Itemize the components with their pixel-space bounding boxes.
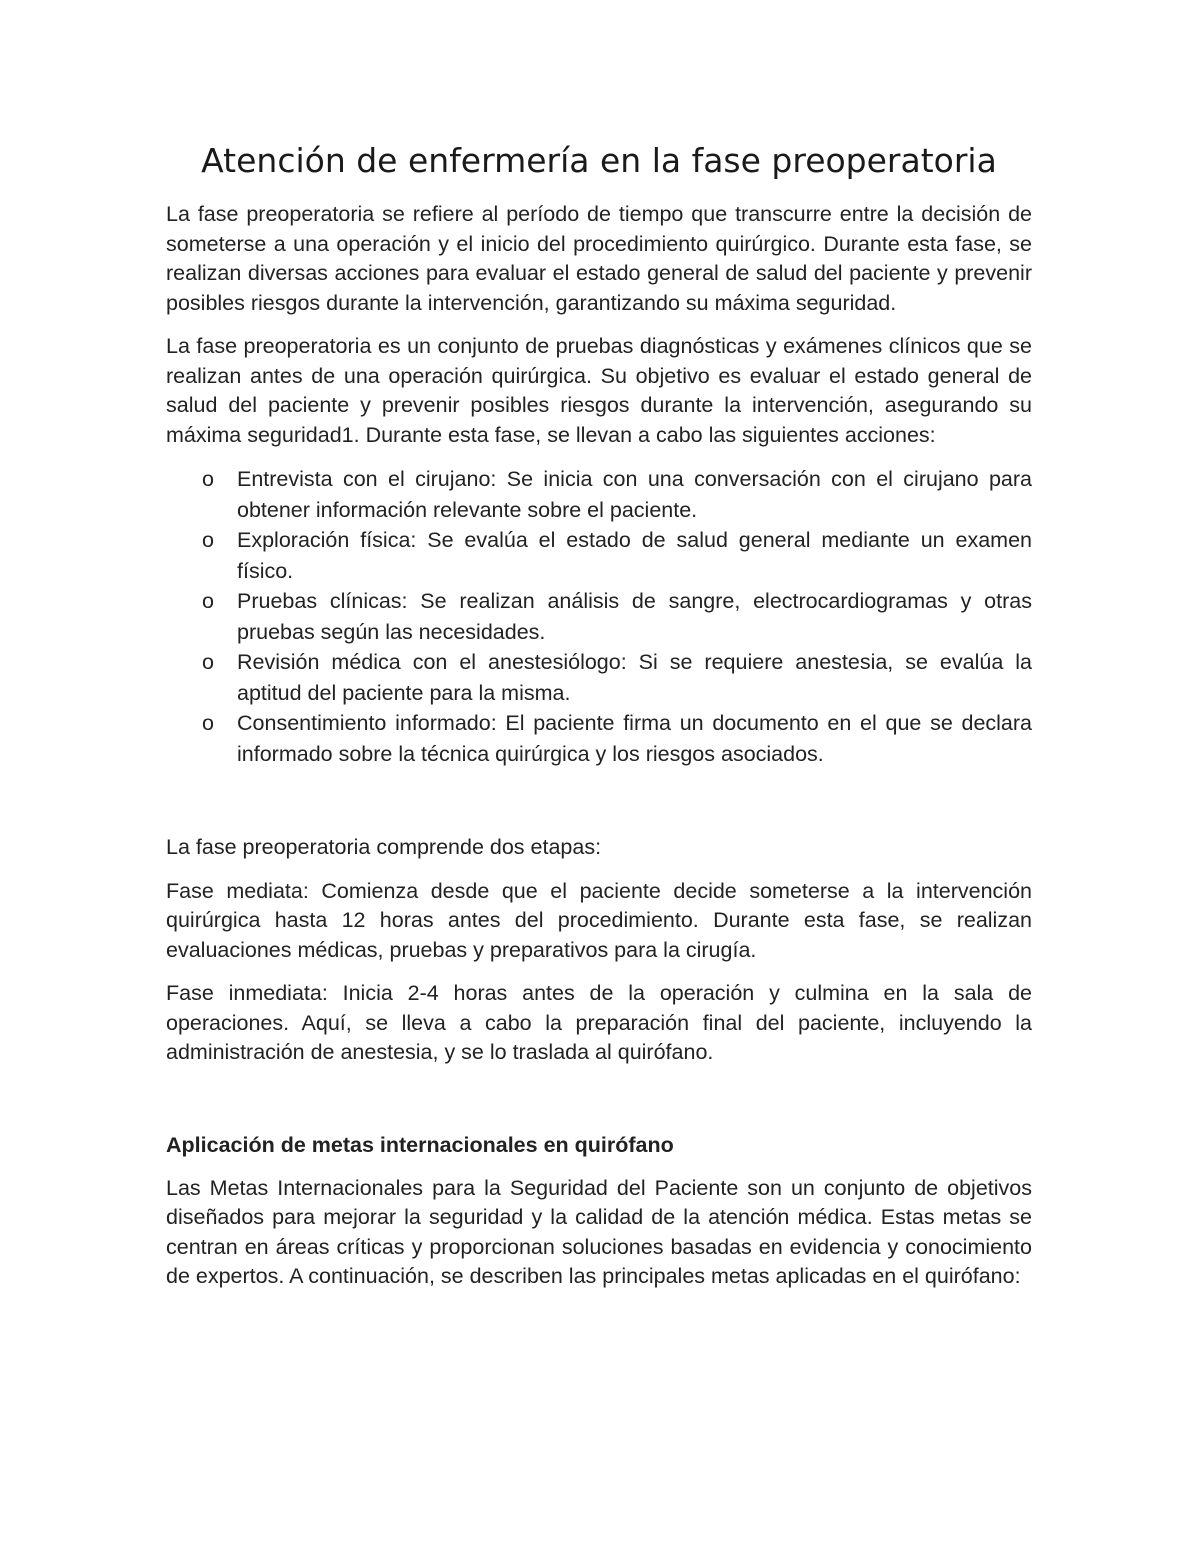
list-item-text: Exploración física: Se evalúa el estado de salud general mediante un examen físico. [237,528,1032,583]
list-item-text: Revisión médica con el anestesiólogo: Si se requiere anestesia, se evalúa la aptitud del paciente para la misma. [237,650,1032,705]
intro-paragraph-1: La fase preoperatoria se refiere al período de tiempo que transcurre entre la decisión de someterse a una operación y el inicio del procedimiento quirúrgico. Durante esta fase, se realizan diversas acciones para evaluar el estado general de salud del paciente y prevenir posibles riesgos durante la intervención, garantizando su máxima seguridad. [166,202,1032,315]
stages-intro: La fase preoperatoria comprende dos etapas: [166,835,602,859]
intro-paragraph-2: La fase preoperatoria es un conjunto de pruebas diagnósticas y exámenes clínicos que se realizan antes de una operación quirúrgica. Su objetivo es evaluar el estado general de salud del paciente y prevenir posibles riesgos durante la intervención, asegurando su máxima seguridad1. Durante esta fase, se llevan a cabo las siguientes acciones: [166,334,1032,447]
list-item [166,586,1032,647]
section-paragraph: Las Metas Internacionales para la Seguridad del Paciente son un conjunto de objetivos diseñados para mejorar la seguridad y la calidad de la atención médica. Estas metas se centran en áreas críticas y proporcionan soluciones basadas en evidencia y conocimiento de expertos. A continuación, se describen las principales metas aplicadas en el quirófano: [166,1175,1032,1288]
bullet-circle-icon: o [202,711,214,735]
list-item-text: Entrevista con el cirujano: Se inicia con una conversación con el cirujano para obtener información relevante sobre el paciente. [237,467,1032,522]
stage-inmediata-paragraph: Fase inmediata: Inicia 2-4 horas antes de la operación y culmina en la sala de operaciones. Aquí, se lleva a cabo la preparación final del paciente, incluyendo la administración de anestesia, y se lo traslada al quirófano. [166,981,1032,1064]
document-title: Atención de enfermería en la fase preoperatoria [201,141,997,180]
spacer [166,769,1032,833]
bullet-circle-icon: o [202,528,214,552]
list-item [166,464,1032,525]
list-item [166,525,1032,586]
bullet-circle-icon: o [202,650,214,674]
bullet-circle-icon: o [202,467,214,491]
document-page [166,140,1032,1306]
list-item [166,647,1032,708]
bullet-circle-icon: o [202,589,214,613]
spacer [166,1082,1032,1130]
section-heading: Aplicación de metas internacionales en quirófano [166,1132,674,1157]
preoperative-actions-list [166,464,1032,769]
list-item-text: Consentimiento informado: El paciente firma un documento en el que se declara informado sobre la técnica quirúrgica y los riesgos asociados. [237,711,1032,766]
list-item-text: Pruebas clínicas: Se realizan análisis de sangre, electrocardiogramas y otras pruebas según las necesidades. [237,589,1032,644]
stage-mediata-paragraph: Fase mediata: Comienza desde que el paciente decide someterse a la intervención quirúrgica hasta 12 horas antes del procedimiento. Durante esta fase, se realizan evaluaciones médicas, pruebas y preparativos para la cirugía. [166,878,1032,962]
list-item [166,708,1032,769]
